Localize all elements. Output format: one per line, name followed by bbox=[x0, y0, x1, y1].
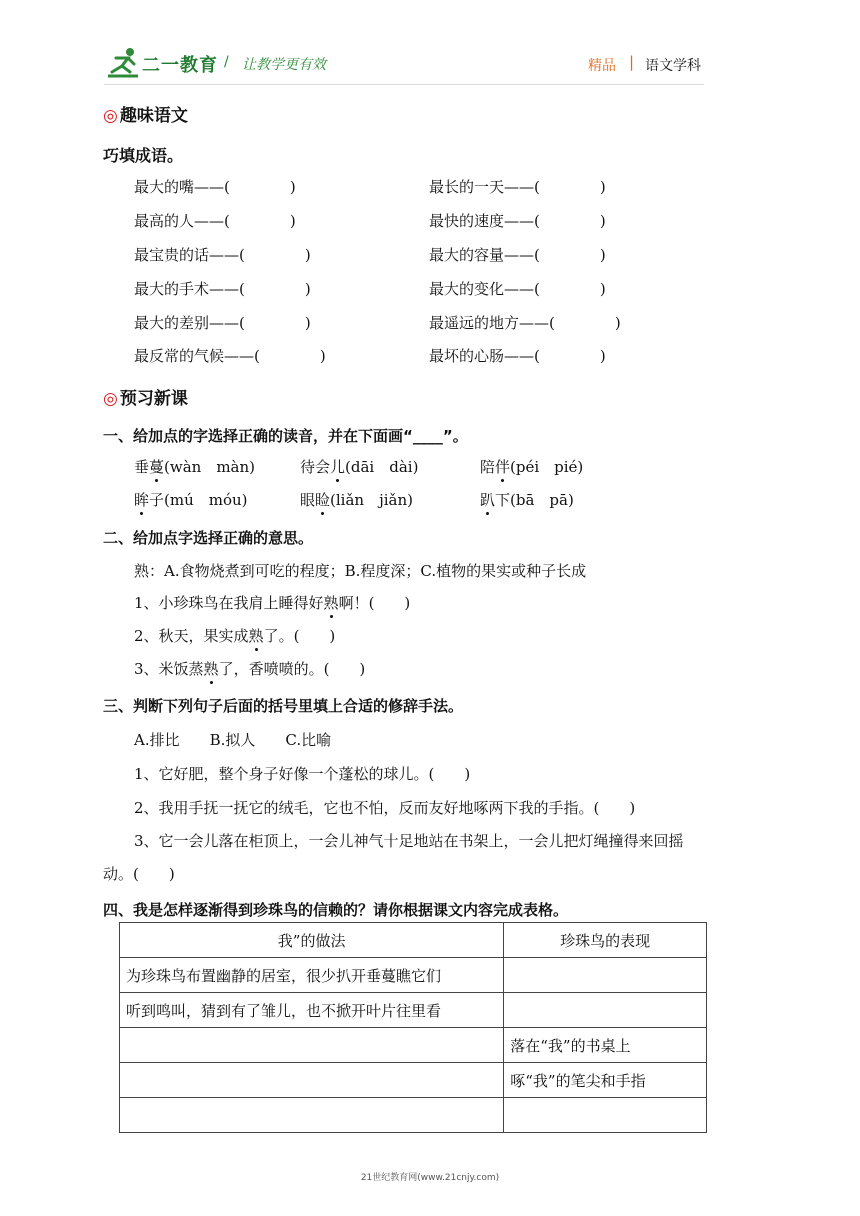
table-row bbox=[120, 1063, 707, 1098]
idiom-right-2: 最快的速度——( ) bbox=[429, 212, 606, 230]
q3-options: A.排比 B.拟人 C.比喻 bbox=[134, 731, 332, 749]
header-divider bbox=[104, 84, 704, 85]
idiom-left-4: 最大的手术——( ) bbox=[134, 280, 311, 298]
q1-item: 垂蔓(wàn màn) bbox=[134, 458, 256, 476]
q2-item: 3、米饭蒸熟了，香喷喷的。( ) bbox=[134, 660, 366, 678]
idiom-left-1: 最大的嘴——( ) bbox=[134, 178, 296, 196]
q2-item: 1、小珍珠鸟在我肩上睡得好熟啊！( ) bbox=[134, 594, 411, 612]
header-separator: | bbox=[629, 53, 635, 71]
runner-logo-icon bbox=[104, 46, 144, 80]
table-row bbox=[120, 1028, 707, 1063]
table-header-row bbox=[120, 923, 707, 958]
table-row bbox=[120, 958, 707, 993]
idiom-left-5: 最大的差别——( ) bbox=[134, 314, 311, 332]
q3-title: 三、判断下列句子后面的括号里填上合适的修辞手法。 bbox=[103, 697, 464, 715]
table-cell: 落在“我”的书桌上 bbox=[504, 1028, 707, 1063]
table-cell[interactable] bbox=[504, 993, 707, 1028]
idiom-right-6: 最坏的心肠——( ) bbox=[429, 347, 606, 365]
idiom-right-3: 最大的容量——( ) bbox=[429, 246, 606, 264]
section-fun-title-text: 趣味语文 bbox=[119, 106, 188, 126]
table-header-cell: 我”的做法 bbox=[120, 923, 504, 958]
bullseye-icon: ◎ bbox=[103, 106, 118, 126]
q1-item: 待会儿(dāi dài) bbox=[300, 458, 419, 476]
bullseye-icon: ◎ bbox=[103, 389, 118, 409]
idiom-right-1: 最长的一天——( ) bbox=[429, 178, 606, 196]
section-fun-title bbox=[103, 101, 188, 126]
brand-name: 二一教育 bbox=[142, 55, 218, 76]
q3-item-1: 1、它好肥，整个身子好像一个蓬松的球儿。( ) bbox=[134, 765, 471, 783]
q2-title: 二、给加点字选择正确的意思。 bbox=[103, 529, 314, 547]
idiom-left-2: 最高的人——( ) bbox=[134, 212, 296, 230]
table-row bbox=[120, 1098, 707, 1133]
section-preview-title-text: 预习新课 bbox=[119, 389, 188, 409]
brand-slash: / bbox=[224, 54, 229, 70]
q1-item: 趴下(bā pā) bbox=[480, 491, 574, 509]
q1-item: 眸子(mú móu) bbox=[134, 491, 248, 509]
table-cell[interactable] bbox=[120, 1063, 504, 1098]
subject-label: 语文学科 bbox=[645, 58, 701, 74]
table-cell[interactable] bbox=[504, 958, 707, 993]
idiom-right-4: 最大的变化——( ) bbox=[429, 280, 606, 298]
table-header-cell: 珍珠鸟的表现 bbox=[504, 923, 707, 958]
q1-item: 眼睑(liǎn jiǎn) bbox=[300, 491, 413, 509]
q2-definition: 熟：A.食物烧煮到可吃的程度；B.程度深；C.植物的果实或种子长成 bbox=[134, 562, 587, 580]
table-cell[interactable] bbox=[120, 1028, 504, 1063]
table-cell: 为珍珠鸟布置幽静的居室，很少扒开垂蔓瞧它们 bbox=[120, 958, 504, 993]
table-cell: 听到鸣叫，猜到有了雏儿，也不掀开叶片往里看 bbox=[120, 993, 504, 1028]
table-cell[interactable] bbox=[504, 1098, 707, 1133]
fun-subtitle: 巧填成语。 bbox=[103, 146, 184, 165]
idiom-right-5: 最遥远的地方——( ) bbox=[429, 314, 621, 332]
answer-table bbox=[119, 922, 707, 1133]
brand-slogan: 让教学更有效 bbox=[242, 57, 326, 73]
table-cell: 啄“我”的笔尖和手指 bbox=[504, 1063, 707, 1098]
idiom-left-6: 最反常的气候——( ) bbox=[134, 347, 326, 365]
q3-item-2: 2、我用手抚一抚它的绒毛，它也不怕，反而友好地啄两下我的手指。( ) bbox=[134, 799, 636, 817]
footer-source: 21世纪教育网(www.21cnjy.com) bbox=[360, 1173, 500, 1183]
q1-title: 一、给加点的字选择正确的读音，并在下面画“____”。 bbox=[103, 427, 468, 445]
q3-item-3: 3、它一会儿落在柜顶上，一会儿神气十足地站在书架上，一会儿把灯绳撞得来回摇 bbox=[134, 832, 684, 850]
table-row bbox=[120, 993, 707, 1028]
q1-item: 陪伴(péi pié) bbox=[480, 458, 584, 476]
q2-item: 2、秋天，果实成熟了。( ) bbox=[134, 627, 336, 645]
section-preview-title bbox=[103, 384, 188, 409]
quality-label: 精品 bbox=[588, 58, 616, 74]
q4-title: 四、我是怎样逐渐得到珍珠鸟的信赖的？请你根据课文内容完成表格。 bbox=[103, 901, 569, 919]
q3-item-3-cont: 动。( ) bbox=[103, 865, 175, 883]
table-cell[interactable] bbox=[120, 1098, 504, 1133]
idiom-left-3: 最宝贵的话——( ) bbox=[134, 246, 311, 264]
